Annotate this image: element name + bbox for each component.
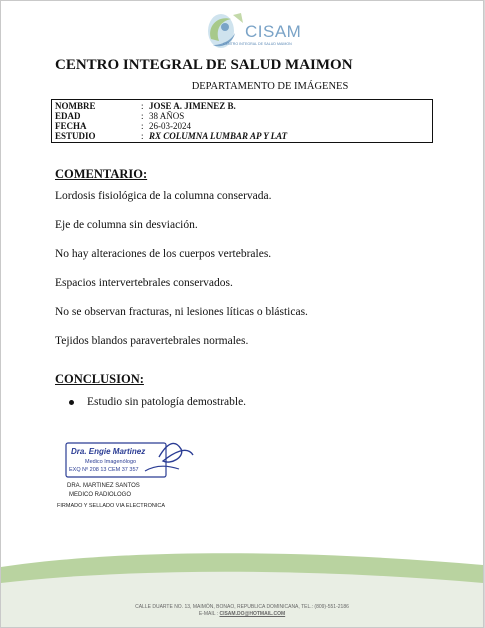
info-separator: : (141, 111, 144, 121)
info-row-date (52, 121, 432, 131)
bullet-icon (69, 400, 74, 405)
email-label: E-MAIL : (198, 611, 220, 617)
info-separator: : (141, 131, 144, 141)
email-link[interactable]: CISAM.DO@HOTMAIL.COM (219, 611, 286, 617)
info-label: FECHA (55, 121, 87, 131)
comment-line: Espacios intervertebrales conservados. (55, 277, 233, 289)
comment-line: No hay alteraciones de los cuerpos vertebrales. (55, 248, 272, 260)
comment-heading: COMENTARIO: (55, 167, 148, 181)
logo-subtitle: CENTRO INTEGRAL DE SALUD MAIMON (223, 42, 292, 46)
study-name: RX COLUMNA LUMBAR AP Y LAT (149, 131, 288, 141)
patient-info-box (51, 99, 433, 143)
comment-line: Tejidos blandos paravertebrales normales. (55, 335, 249, 347)
info-row-name (52, 101, 432, 111)
organization-title: CENTRO INTEGRAL DE SALUD MAIMON (55, 57, 353, 73)
study-date: 26-03-2024 (149, 121, 191, 131)
info-label: NOMBRE (55, 101, 96, 111)
info-separator: : (141, 101, 144, 111)
footer-address: CALLE DUARTE NO. 13, MAIMÓN, BONAO, REPUBLICA DOMINICANA, TEL.: (809)-551-2186 (135, 604, 349, 610)
conclusion-item (69, 396, 246, 408)
electronic-signature-note: FIRMADO Y SELLADO VIA ELECTRONICA (57, 503, 165, 509)
stamp-role: Medico Imagenólogo (85, 459, 137, 465)
stamp-name: Dra. Engie Martinez (71, 447, 146, 456)
info-label: ESTUDIO (55, 131, 96, 141)
comment-line: No se observan fracturas, ni lesiones líticas o blásticas. (55, 306, 308, 318)
department-title: DEPARTAMENTO DE IMÁGENES (191, 81, 349, 92)
doctor-title: MEDICO RADIOLOGO (69, 492, 132, 498)
comment-line: Lordosis fisiológica de la columna conservada. (55, 190, 272, 202)
info-separator: : (141, 121, 144, 131)
patient-name: JOSE A. JIMENEZ B. (149, 101, 236, 111)
conclusion-text: Estudio sin patología demostrable. (87, 396, 247, 408)
info-label: EDAD (55, 111, 81, 121)
stamp-exequatur: EXQ Nº 208 13 CEM 37 357 (69, 467, 139, 473)
logo-text: CISAM (245, 22, 302, 41)
doctor-stamp (63, 435, 197, 483)
info-row-study (52, 131, 432, 141)
footer-email (1, 611, 483, 617)
info-row-age (52, 111, 432, 121)
conclusion-heading: CONCLUSION: (55, 372, 144, 386)
doctor-name: DRA. MARTINEZ SANTOS (67, 483, 140, 489)
comment-line: Eje de columna sin desviación. (55, 219, 198, 231)
patient-age: 38 AÑOS (149, 111, 185, 121)
